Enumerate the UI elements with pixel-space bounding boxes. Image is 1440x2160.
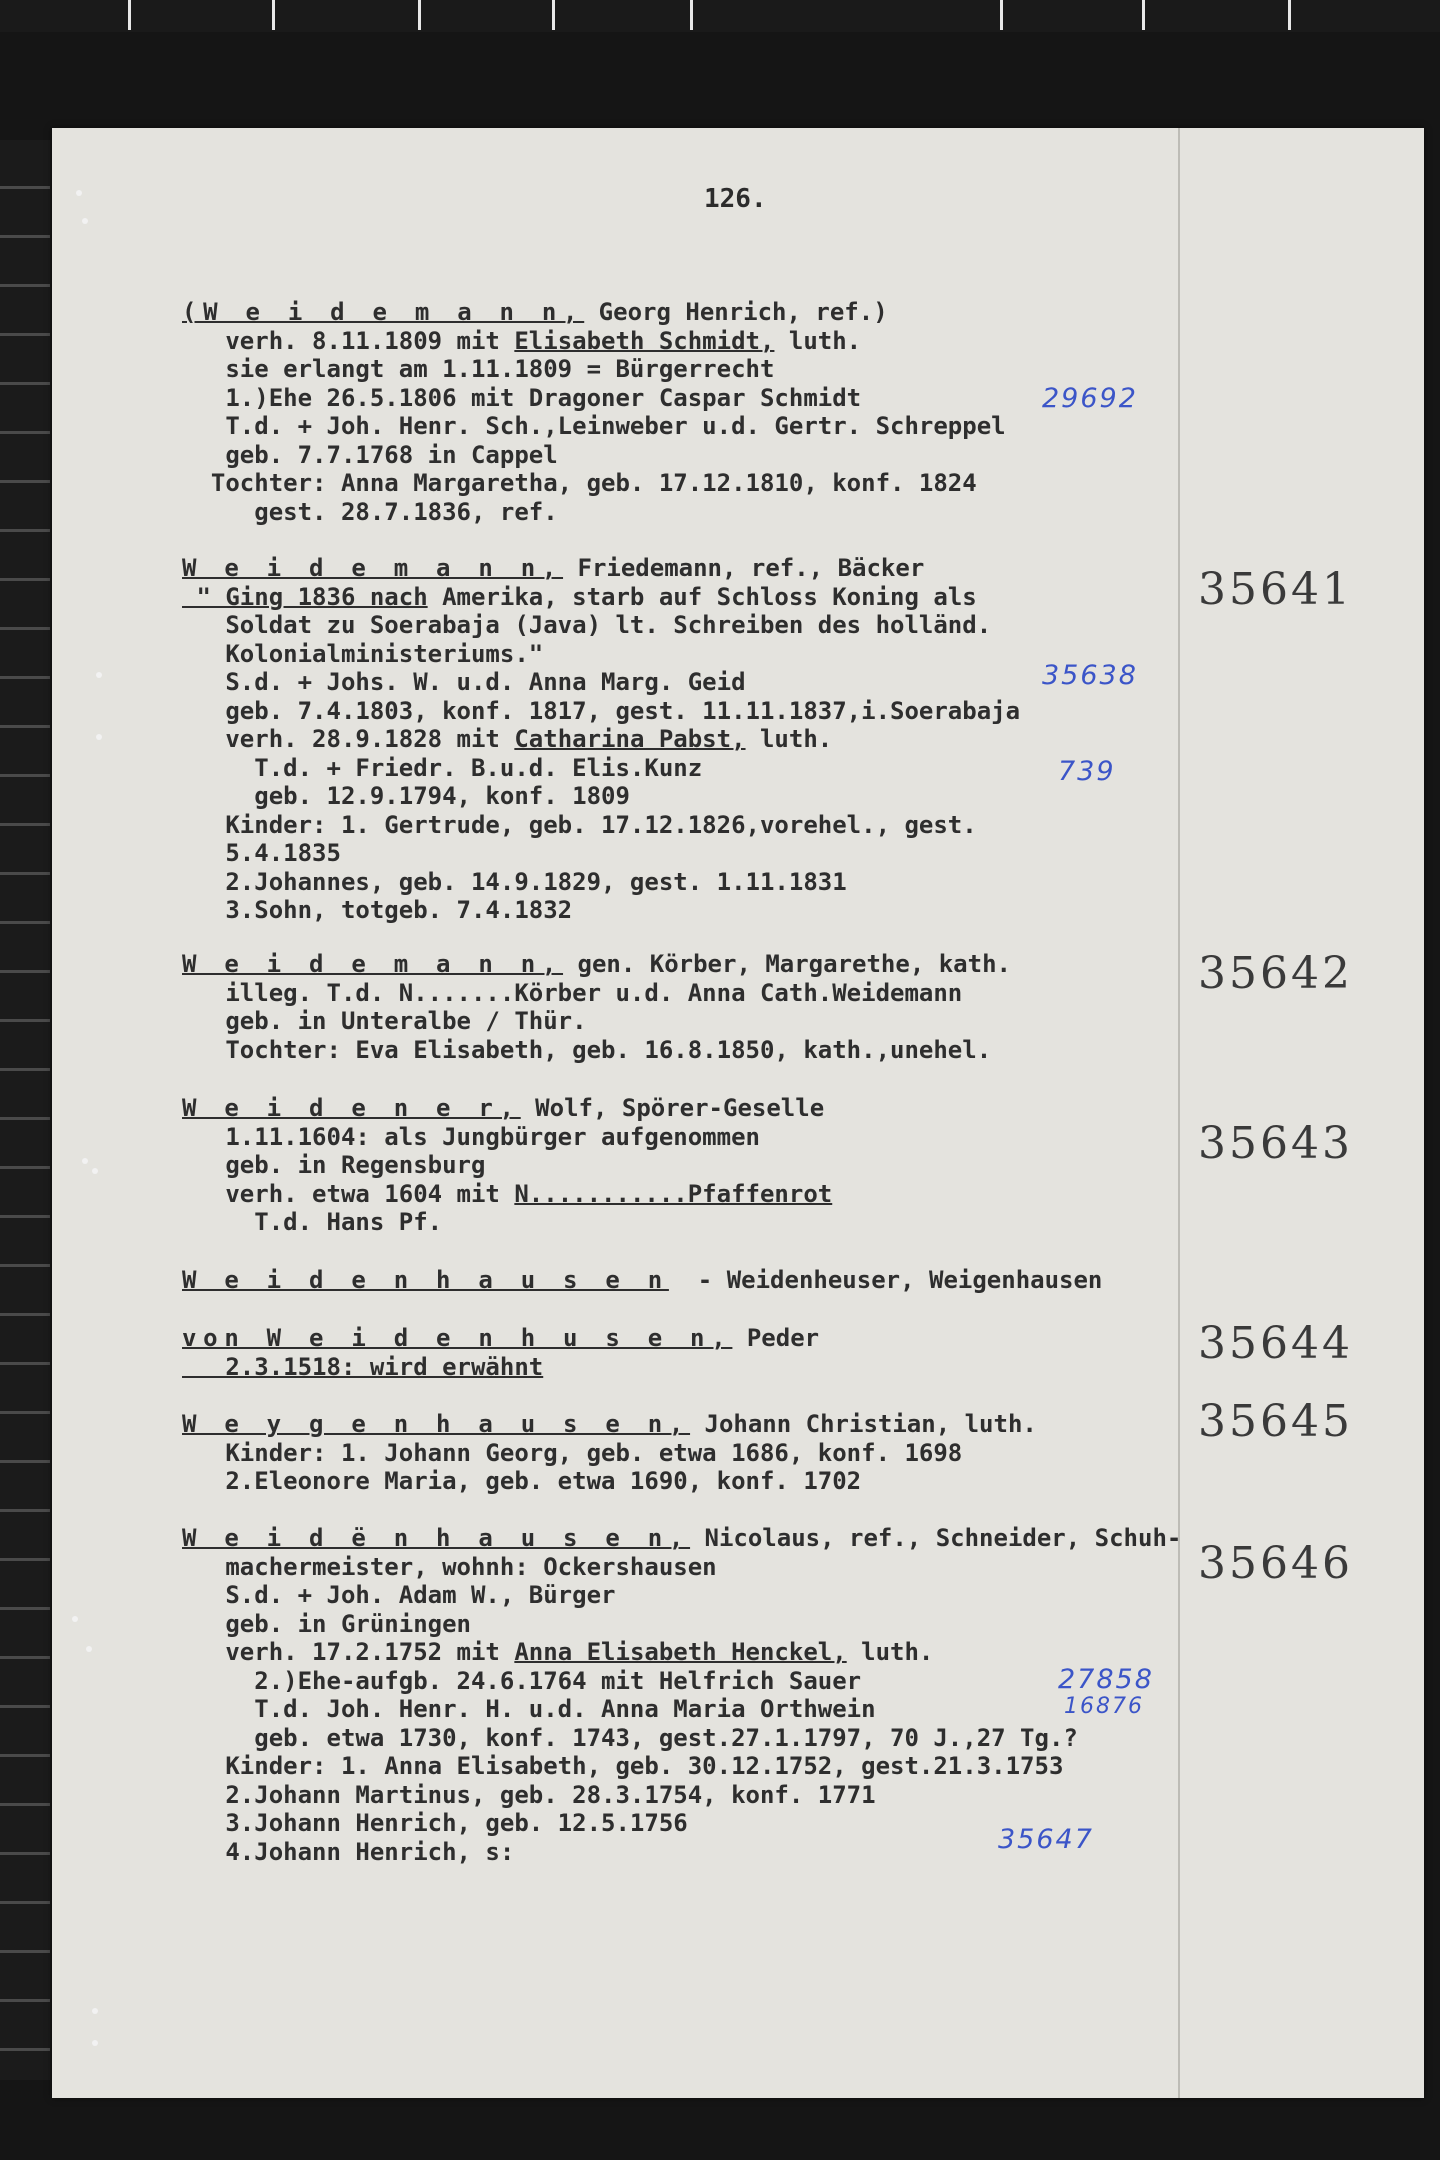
entry-line: geb. 12.9.1794, konf. 1809 — [182, 782, 630, 810]
entry-line: geb. 7.4.1803, konf. 1817, gest. 11.11.1837,i.Soerabaja — [182, 696, 1021, 725]
entry-weidenhausen-ref — [182, 1266, 1242, 1295]
surname: W e i d e m a n n, — [182, 554, 564, 582]
entry-line: geb. 7.7.1768 in Cappel — [182, 440, 558, 469]
entry-line: Kolonialministeriums." — [182, 639, 544, 668]
entry-line: S.d. + Johs. W. u.d. Anna Marg. Geid — [182, 668, 746, 696]
entry-weygenhausen-johann — [182, 1410, 1242, 1496]
entry-line: 3.Johann Henrich, geb. 12.5.1756 — [182, 1809, 688, 1837]
entry-weidenhusen-peder — [182, 1324, 1242, 1381]
punch-hole — [82, 218, 88, 224]
entry-line: 4.Johann Henrich, s: — [182, 1837, 515, 1866]
punch-hole — [92, 1168, 98, 1174]
handwritten-ref: 29692 — [1042, 383, 1138, 414]
entry-line: Kinder: 1. Johann Georg, geb. etwa 1686, konf. 1698 — [182, 1438, 963, 1467]
record-number: 35644 — [1198, 1318, 1353, 1369]
entry-weidemann-friedemann — [182, 554, 1242, 925]
surname: W e y g e n h a u s e n, — [182, 1410, 691, 1438]
punch-hole — [92, 2008, 98, 2014]
handwritten-ref: 739 — [1058, 756, 1116, 787]
handwritten-ref: 35638 — [1042, 660, 1138, 691]
entry-line: W e i d e m a n n, Friedemann, ref., Bäcker — [182, 554, 925, 582]
entry-line: verh. 17.2.1752 mit Anna Elisabeth Henckel, luth. — [182, 1638, 934, 1666]
punch-hole — [72, 1616, 78, 1622]
entry-line: W e i d e n h a u s e n - Weidenheuser, Weigenhausen — [182, 1266, 1103, 1294]
punch-hole — [92, 2040, 98, 2046]
entry-line: Tochter: Eva Elisabeth, geb. 16.8.1850, kath.,unehel. — [182, 1035, 992, 1064]
entry-line: geb. in Unteralbe / Thür. — [182, 1007, 587, 1035]
entry-line: illeg. T.d. N.......Körber u.d. Anna Cath.Weidemann — [182, 978, 963, 1007]
record-number: 35645 — [1198, 1396, 1353, 1447]
entry-line: T.d. + Friedr. B.u.d. Elis.Kunz — [182, 753, 703, 782]
entry-line: " Ging 1836 nach Amerika, starb auf Schloss Koning als — [182, 582, 977, 611]
punch-hole — [96, 734, 102, 740]
entry-line: geb. in Grüningen — [182, 1609, 471, 1638]
entry-line: T.d. Joh. Henr. H. u.d. Anna Maria Orthwein — [182, 1695, 876, 1723]
punch-hole — [82, 1158, 88, 1164]
entry-line: verh. 8.11.1809 mit Elisabeth Schmidt, luth. — [182, 326, 862, 355]
entry-line: W e i d e n e r, Wolf, Spörer-Geselle — [182, 1094, 825, 1122]
entry-line: geb. in Regensburg — [182, 1151, 486, 1179]
film-top-strip — [0, 0, 1440, 32]
punch-hole — [96, 672, 102, 678]
surname: von W e i d e n h u s e n, — [182, 1324, 733, 1352]
entry-line: 2.3.1518: wird erwähnt — [182, 1352, 544, 1381]
entry-line: Kinder: 1. Anna Elisabeth, geb. 30.12.1752, gest.21.3.1753 — [182, 1752, 1064, 1780]
entry-line: 3.Sohn, totgeb. 7.4.1832 — [182, 896, 573, 924]
entry-line: verh. etwa 1604 mit N...........Pfaffenrot — [182, 1179, 833, 1208]
entry-line: sie erlangt am 1.11.1809 = Bürgerrecht — [182, 355, 775, 383]
entry-line: 5.4.1835 — [182, 839, 341, 867]
record-number: 35641 — [1198, 564, 1353, 615]
entry-line: (W e i d e m a n n, Georg Henrich, ref.) — [182, 298, 888, 326]
entry-line: Tochter: Anna Margaretha, geb. 17.12.1810, konf. 1824 — [182, 469, 977, 497]
surname: W e i d ë n h a u s e n, — [182, 1524, 691, 1552]
entry-line: 2.)Ehe-aufgb. 24.6.1764 mit Helfrich Sauer — [182, 1666, 862, 1695]
entry-line: W e i d ë n h a u s e n, Nicolaus, ref., Schneider, Schuh- — [182, 1524, 1182, 1552]
entry-line: Soldat zu Soerabaja (Java) lt. Schreiben des holländ. — [182, 611, 992, 639]
record-card — [52, 128, 1424, 2098]
entry-weidener-wolf — [182, 1094, 1242, 1237]
entry-line: S.d. + Joh. Adam W., Bürger — [182, 1581, 616, 1609]
surname: (W e i d e m a n n, — [182, 298, 585, 326]
entry-line: T.d. Hans Pf. — [182, 1208, 443, 1236]
entry-line: geb. etwa 1730, konf. 1743, gest.27.1.1797, 70 J.,27 Tg.? — [182, 1723, 1078, 1752]
entry-line: 1.)Ehe 26.5.1806 mit Dragoner Caspar Schmidt — [182, 383, 862, 412]
surname: W e i d e n h a u s e n — [182, 1266, 669, 1294]
entry-line: verh. 28.9.1828 mit Catharina Pabst, luth. — [182, 725, 833, 753]
handwritten-ref: 35647 — [998, 1824, 1094, 1855]
entry-weidemann-margarethe — [182, 950, 1242, 1064]
punch-hole — [86, 1646, 92, 1652]
entry-line: gest. 28.7.1836, ref. — [182, 497, 558, 526]
entry-line: 1.11.1604: als Jungbürger aufgenommen — [182, 1122, 760, 1151]
entry-line: W e y g e n h a u s e n, Johann Christian, luth. — [182, 1410, 1037, 1438]
entry-line: machermeister, wohnh: Ockershausen — [182, 1552, 717, 1581]
surname: W e i d e m a n n, — [182, 950, 564, 978]
record-number: 35642 — [1198, 948, 1353, 999]
surname: W e i d e n e r, — [182, 1094, 521, 1122]
punch-hole — [76, 190, 82, 196]
entry-line: W e i d e m a n n, gen. Körber, Margarethe, kath. — [182, 950, 1011, 978]
entry-line: 2.Johann Martinus, geb. 28.3.1754, konf. 1771 — [182, 1780, 876, 1809]
record-number: 35643 — [1198, 1118, 1353, 1169]
handwritten-ref: 16876 — [1064, 1694, 1144, 1719]
page-number: 126. — [704, 184, 767, 214]
entry-line: 2.Johannes, geb. 14.9.1829, gest. 1.11.1831 — [182, 867, 847, 896]
film-left-edge — [0, 140, 50, 2080]
entry-line: Kinder: 1. Gertrude, geb. 17.12.1826,vorehel., gest. — [182, 810, 977, 839]
entry-line: von W e i d e n h u s e n, Peder — [182, 1324, 820, 1352]
record-number: 35646 — [1198, 1538, 1353, 1589]
entry-line: T.d. + Joh. Henr. Sch.,Leinweber u.d. Gertr. Schreppel — [182, 412, 1006, 440]
handwritten-ref: 27858 — [1058, 1664, 1154, 1695]
entry-line: 2.Eleonore Maria, geb. etwa 1690, konf. 1702 — [182, 1467, 862, 1495]
